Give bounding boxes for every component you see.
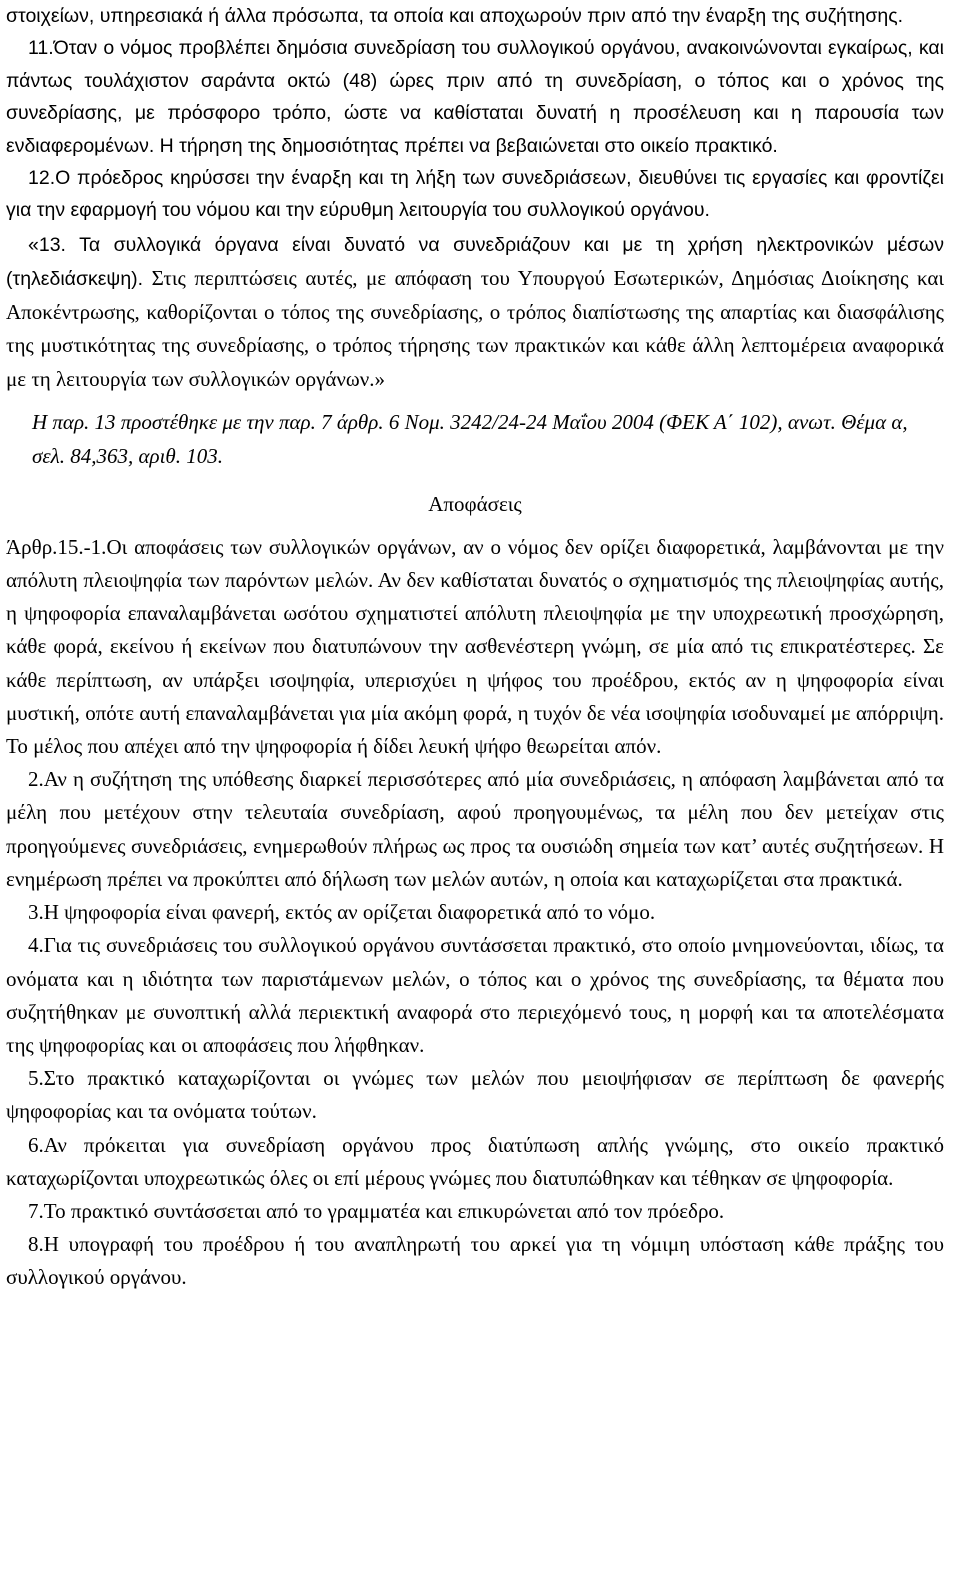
- article-15-paragraph-7: 7.Το πρακτικό συντάσσεται από το γραμματέα και επικυρώνεται από τον πρόεδρο.: [28, 1198, 725, 1223]
- section-title: Αποφάσεις: [428, 491, 522, 516]
- article-15-1-main: Οι αποφάσεις των συλλογικών οργάνων, αν ο νόμος δεν ορίζει διαφορετικά, λαμβάνονται με την απόλυτη πλειοψηφία των παρόντων μελών.: [6, 534, 944, 593]
- document-page: [6, 0, 944, 1295]
- paragraph-13-rest: Στις περιπτώσεις αυτές, με απόφαση του Υπουργού Εσωτερικών, Δημόσιας Διοίκησης και Αποκέντρωσης, καθορίζονται ο τόπος της συνεδρίασης, ο τρόπος διαπίστωσης της απαρτίας και διασφάλισης της μυστικότητας της συνεδρίασης, ο τρόπος τήρησης των πρακτικών και κάθε άλλη λεπτομέρεια αναφορικά με τη λειτουργία των συλλογικών οργάνων.»: [6, 266, 944, 391]
- article-15-paragraph-8: 8.Η υπογραφή του προέδρου ή του αναπληρωτή του αρκεί για τη νόμιμη υπόσταση κάθε πράξης του συλλογικού οργάνου.: [6, 1232, 944, 1290]
- article-15-paragraph-1: [6, 531, 944, 763]
- article-15-number: Άρθρ.15.-1.: [6, 534, 107, 559]
- article-15-1-tie: Αν δεν καθίσταται δυνατός ο σχηματισμός της πλειοψηφίας αυτής, η ψηφοφορία επαναλαμβάνεται ωσότου σχηματιστεί απόλυτη πλειοψηφία με την υποχρεωτική προσχώρηση, κάθε φορά, εκείνου ή εκείνων που διατυπώνουν την ασθενέστερη γνώμη, σε μία από τις επικρατέστερες.: [6, 568, 944, 659]
- article-15-paragraph-3: 3.Η ψηφοφορία είναι φανερή, εκτός αν ορίζεται διαφορετικά από το νόμο.: [28, 900, 656, 925]
- amendment-note: Η παρ. 13 προστέθηκε με την παρ. 7 άρθρ. 6 Νομ. 3242/24-24 Μαΐου 2004 (ΦΕΚ Α΄ 102), ανωτ. Θέμα α, σελ. 84,363, αριθ. 103.: [32, 409, 908, 468]
- paragraph-12: 12.Ο πρόεδρος κηρύσσει την έναρξη και τη λήξη των συνεδριάσεων, διευθύνει τις εργασίες και φροντίζει για την εφαρμογή του νόμου και την εύρυθμη λειτουργία του συλλογικού οργάνου.: [6, 167, 944, 222]
- article-15-paragraph-6: 6.Αν πρόκειται για συνεδρίαση οργάνου προς διατύπωση απλής γνώμης, στο οικείο πρακτικό καταχωρίζονται υποχρεωτικώς όλες οι επί μέρους γνώμες που διατυπώθηκαν και τέθηκαν σε ψηφοφορία.: [6, 1132, 944, 1190]
- article-15-paragraph-5: 5.Στο πρακτικό καταχωρίζονται οι γνώμες των μελών που μειοψήφισαν σε περίπτωση δε φανερής ψηφοφορίας και τα ονόματα τούτων.: [6, 1066, 944, 1124]
- continuation-paragraph: στοιχείων, υπηρεσιακά ή άλλα πρόσωπα, τα οποία και αποχωρούν πριν από την έναρξη της συζήτησης.: [6, 5, 904, 27]
- article-15-2-briefing: Η ενημέρωση πρέπει να προκύπτει από δήλωση των μελών αυτών, η οποία και καταχωρίζεται στα πρακτικά.: [6, 833, 945, 891]
- article-15-1-equality: Σε κάθε περίπτωση, αν υπάρξει ισοψηφία, υπερισχύει η ψήφος του προέδρου, εκτός αν η ψηφοφορία είναι μυστική, οπότε αυτή επαναλαμβάνεται για μία ακόμη φορά, η τυχόν δε νέα ισοψηφία ισοδυναμεί με απόρριψη. Το μέλος που απέχει από την ψηφοφορία ή δίδει λευκή ψήφο θεωρείται απόν.: [6, 634, 945, 759]
- article-15-paragraph-2: [6, 763, 944, 896]
- paragraph-13: [6, 229, 944, 396]
- article-15-paragraph-4: 4.Για τις συνεδριάσεις του συλλογικού οργάνου συντάσσεται πρακτικό, στο οποίο μνημονεύονται, ιδίως, τα ονόματα και η ιδιότητα των παριστάμενων μελών, ο τόπος και ο χρόνος της συνεδρίασης, τα θέματα που συζητήθηκαν με συνοπτική αλλά περιεκτική αναφορά στο περιεχόμενό τους, η μορφή και τα αποτελέσματα της ψηφοφορίας και οι αποφάσεις που λήφθηκαν.: [6, 933, 944, 1057]
- paragraph-11: 11.Όταν ο νόμος προβλέπει δημόσια συνεδρίαση του συλλογικού οργάνου, ανακοινώνονται εγκαίρως, και πάντως τουλάχιστον σαράντα οκτώ (48) ώρες πριν από τη συνεδρίαση, ο τόπος και ο χρόνος της συνεδρίασης, με πρόσφορο τρόπο, ώστε να καθίσταται δυνατή η προσέλευση και η παρουσία των ενδιαφερομένων. Η τήρηση της δημοσιότητας πρέπει να βεβαιώνεται στο οικείο πρακτικό.: [6, 37, 944, 157]
- article-15-2-main: 2.Αν η συζήτηση της υπόθεσης διαρκεί περισσότερες από μία συνεδριάσεις, η απόφαση λαμβάνεται από τα μέλη που μετέχουν στην τελευταία συνεδρίαση, αφού προηγουμένως, τα μέλη που δεν μετείχαν στις προηγούμενες συνεδριάσεις, ενημερωθούν πλήρως ως προς τα ουσιώδη σημεία των κατ’ αυτές συζητήσεων.: [6, 767, 944, 858]
- paragraph-13-first-sentence: «13. Τα συλλογικά όργανα είναι δυνατό να συνεδριάζουν και με τη χρήση ηλεκτρονικών μέσων (τηλεδιάσκεψη).: [6, 233, 944, 291]
